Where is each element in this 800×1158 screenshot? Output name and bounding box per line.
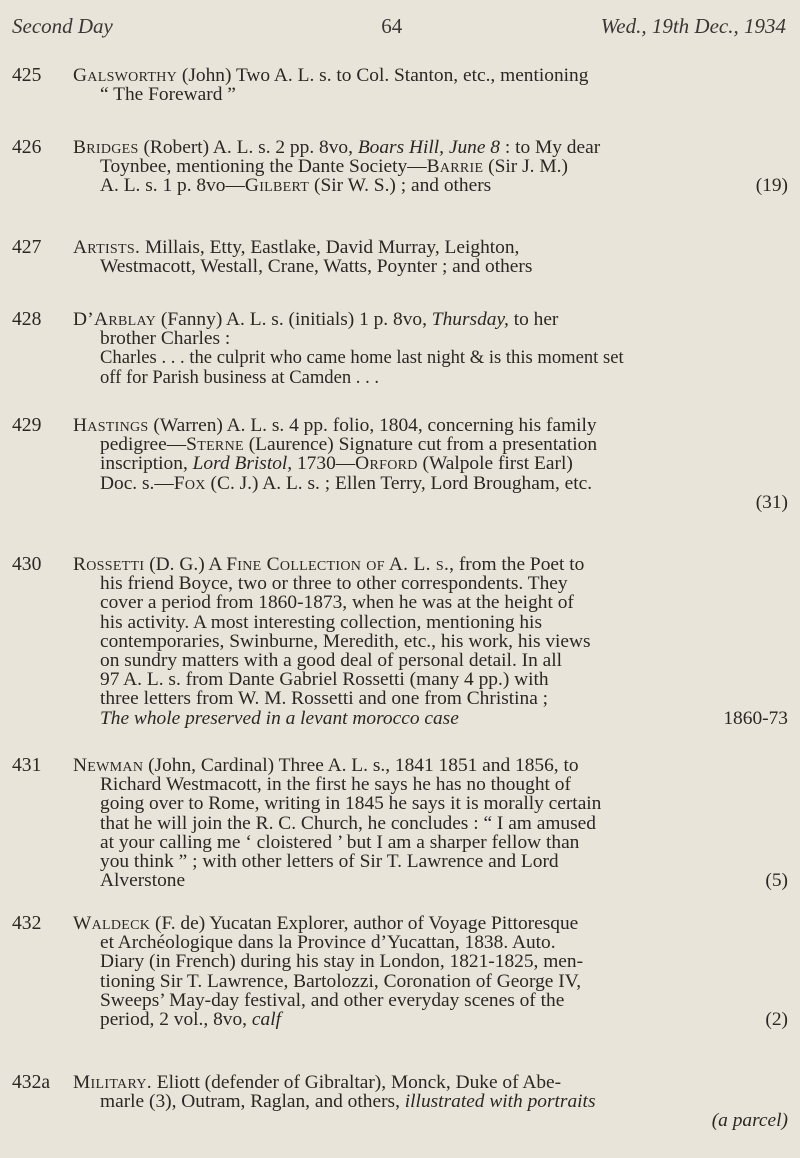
lot-quantity: (a parcel) [711,1110,788,1132]
lot-number: 432a [12,1072,51,1093]
lot-name: Newman [73,755,144,776]
lot-427 [12,238,788,276]
lot-description: Bridges (Robert) A. L. s. 2 pp. 8vo, Boars Hill, June 8 : to My dear Toynbee, mentioning the Dante Society—Barrie (Sir J. M.) A. L. s. 1 p. 8vo—Gilbert (Sir W. S.) ; and others (19) [73,137,788,197]
lot-number: 432 [12,913,42,934]
lot-number: 431 [12,755,42,776]
lot-date-range: 1860-73 [723,707,788,729]
lot-name: Rossetti [73,554,145,575]
lot-quantity: (31) [755,491,788,513]
lot-name: Waldeck [73,913,151,934]
lot-425 [12,66,788,104]
lot-name: Military. [73,1072,152,1093]
lot-description: Artists. Millais, Etty, Eastlake, David Murray, Leighton, Westmacott, Westall, Crane, Watts, Poynter ; and others [73,237,533,278]
lot-description: Rossetti (D. G.) A Fine Collection of A. L. s., from the Poet to his friend Boyce, two or three to other correspondents. They cover a period from 1860-1873, when he was at the height of his activity. A most interesting collection, mentioning his contemporaries, Swinburne, Meredith, etc., his work, his views on sundry matters with a good deal of personal detail. In all 97 A. L. s. from Dante Gabriel Rossetti (many 4 pp.) with three letters from W. M. Rossetti and one from Christina ; The whole preserved in a levant morocco case 1860-73 [73,554,788,729]
lot-number: 430 [12,554,42,575]
lot-description: Waldeck (F. de) Yucatan Explorer, author of Voyage Pittoresque et Archéologique dans la Province d’Yucattan, 1838. Auto. Diary (in French) during his stay in London, 1821-1825, men- tioning Sir T. Lawrence, Bartolozzi, Coronation of George IV, Sweeps’ May-day festival, and other everyday scenes of the period, 2 vol., 8vo, calf (2) [73,913,788,1031]
lot-description: Galsworthy (John) Two A. L. s. to Col. Stanton, etc., mentioning “ The Foreward ” [73,65,589,106]
lot-name: Artists. [73,237,141,258]
header-date: Wed., 19th Dec., 1934 [600,14,786,38]
lot-426 [12,138,788,196]
lot-quote: Charles . . . the culprit who came home last night & is this moment set [100,347,624,369]
lot-description: Military. Eliott (defender of Gibraltar), Monck, Duke of Abe- marle (3), Outram, Raglan, and others, illustrated with portraits (a parcel) [73,1072,788,1132]
lot-description: Newman (John, Cardinal) Three A. L. s., 1841 1851 and 1856, to Richard Westmacott, in the first he says he has no thought of going over to Rome, writing in 1845 he says it is morally certain that he will join the R. C. Church, he concludes : “ I am amused at your calling me ‘ cloistered ’ but I am a sharper fellow than you think ” ; with other letters of Sir T. Lawrence and Lord Alverstone (5) [73,755,788,892]
lot-name: D’Arblay [73,309,157,330]
lot-quantity: (5) [765,870,788,892]
lot-number: 426 [12,137,42,158]
lot-quantity: (19) [755,175,788,197]
lot-429 [12,416,788,512]
lot-name: Hastings [73,415,149,436]
lot-432a [12,1073,788,1131]
lot-431 [12,756,788,890]
lot-number: 425 [12,65,42,86]
lot-432 [12,914,788,1029]
lot-number: 429 [12,415,42,436]
lot-number: 428 [12,309,42,330]
lot-number: 427 [12,237,42,258]
lot-quantity: (2) [765,1009,788,1031]
lot-description: Hastings (Warren) A. L. s. 4 pp. folio, 1804, concerning his family pedigree—Sterne (Laurence) Signature cut from a presentation inscription, Lord Bristol, 1730—Orford (Walpole first Earl) Doc. s.—Fox (C. J.) A. L. s. ; Ellen Terry, Lord Brougham, etc. (31) [73,415,788,513]
page-number: 64 [381,14,403,38]
lot-430 [12,555,788,728]
running-header [12,14,786,39]
lot-description: D’Arblay (Fanny) A. L. s. (initials) 1 p. 8vo, Thursday, to her brother Charles : Charles . . . the culprit who came home last night & is this moment set off for Parish business at Camden . . . [74,310,788,387]
lot-name: Galsworthy [73,65,178,86]
header-section: Second Day [12,14,113,38]
lot-name: Bridges [73,137,139,158]
lot-428 [12,310,788,387]
